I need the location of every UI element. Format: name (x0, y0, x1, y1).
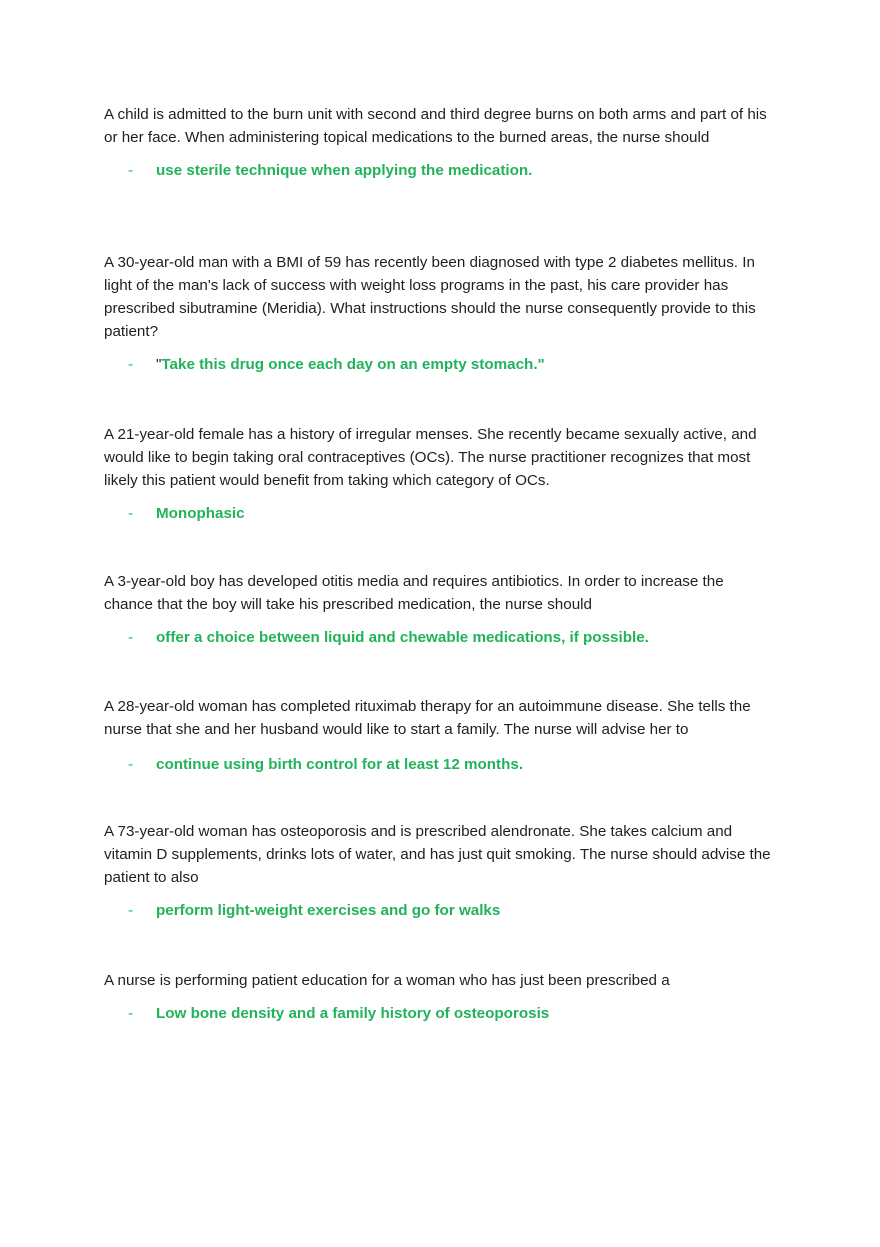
qa-item-1 (104, 103, 776, 182)
qa-item-3 (104, 423, 776, 525)
answer-body: Monophasic (156, 505, 245, 522)
answer-text (156, 753, 523, 776)
answer-row (104, 353, 776, 376)
qa-item-5 (104, 695, 776, 776)
bullet-dash: - (128, 1005, 134, 1022)
answer-body: perform light-weight exercises and go for walks (156, 902, 501, 919)
answer-body: Low bone density and a family history of osteoporosis (156, 1005, 550, 1022)
answer-row (104, 159, 776, 182)
qa-item-4 (104, 570, 776, 649)
qa-item-6 (104, 820, 776, 922)
qa-item-2 (104, 251, 776, 376)
bullet-dash: - (128, 505, 134, 522)
question-text: A 21-year-old female has a history of irregular menses. She recently became sexually active, and would like to begin taking oral contraceptives (OCs). The nurse practitioner recognizes that most likely this patient would benefit from taking which category of OCs. (104, 426, 757, 489)
answer-text (156, 899, 500, 922)
answer-prefix: " (156, 356, 162, 373)
answer-text (156, 1002, 549, 1025)
answer-row (104, 502, 776, 525)
answer-text (156, 502, 245, 525)
answer-row (104, 626, 776, 649)
question-text: A child is admitted to the burn unit with second and third degree burns on both arms and part of his or her face. When administering topical medications to the burned areas, the nurse should (104, 106, 767, 146)
answer-body: use sterile technique when applying the medication. (156, 162, 533, 179)
question-text: A nurse is performing patient education for a woman who has just been prescribed a (104, 972, 670, 989)
bullet-dash: - (128, 629, 134, 646)
question-text: A 73-year-old woman has osteoporosis and is prescribed alendronate. She takes calcium and vitamin D supplements, drinks lots of water, and has just quit smoking. The nurse should advise the patient to also (104, 823, 771, 886)
qa-item-7 (104, 969, 776, 1025)
question-text: A 3-year-old boy has developed otitis media and requires antibiotics. In order to increase the chance that the boy will take his prescribed medication, the nurse should (104, 573, 724, 613)
answer-text (156, 159, 532, 182)
answer-body: Take this drug once each day on an empty stomach." (161, 356, 545, 373)
bullet-dash: - (128, 356, 134, 373)
bullet-dash: - (128, 756, 134, 773)
answer-body: offer a choice between liquid and chewable medications, if possible. (156, 629, 649, 646)
question-text: A 30-year-old man with a BMI of 59 has recently been diagnosed with type 2 diabetes mellitus. In light of the man's lack of success with weight loss programs in the past, his care provider has prescribed sibutramine (Meridia). What instructions should the nurse consequently provide to this patient? (104, 254, 756, 340)
bullet-dash: - (128, 902, 134, 919)
answer-row (104, 1002, 776, 1025)
answer-row (104, 753, 776, 776)
answer-text (156, 353, 545, 376)
answer-row (104, 899, 776, 922)
answer-body: continue using birth control for at least 12 months. (156, 756, 524, 773)
answer-text (156, 626, 649, 649)
question-text: A 28-year-old woman has completed rituximab therapy for an autoimmune disease. She tells the nurse that she and her husband would like to start a family. The nurse will advise her to (104, 698, 751, 738)
bullet-dash: - (128, 162, 134, 179)
